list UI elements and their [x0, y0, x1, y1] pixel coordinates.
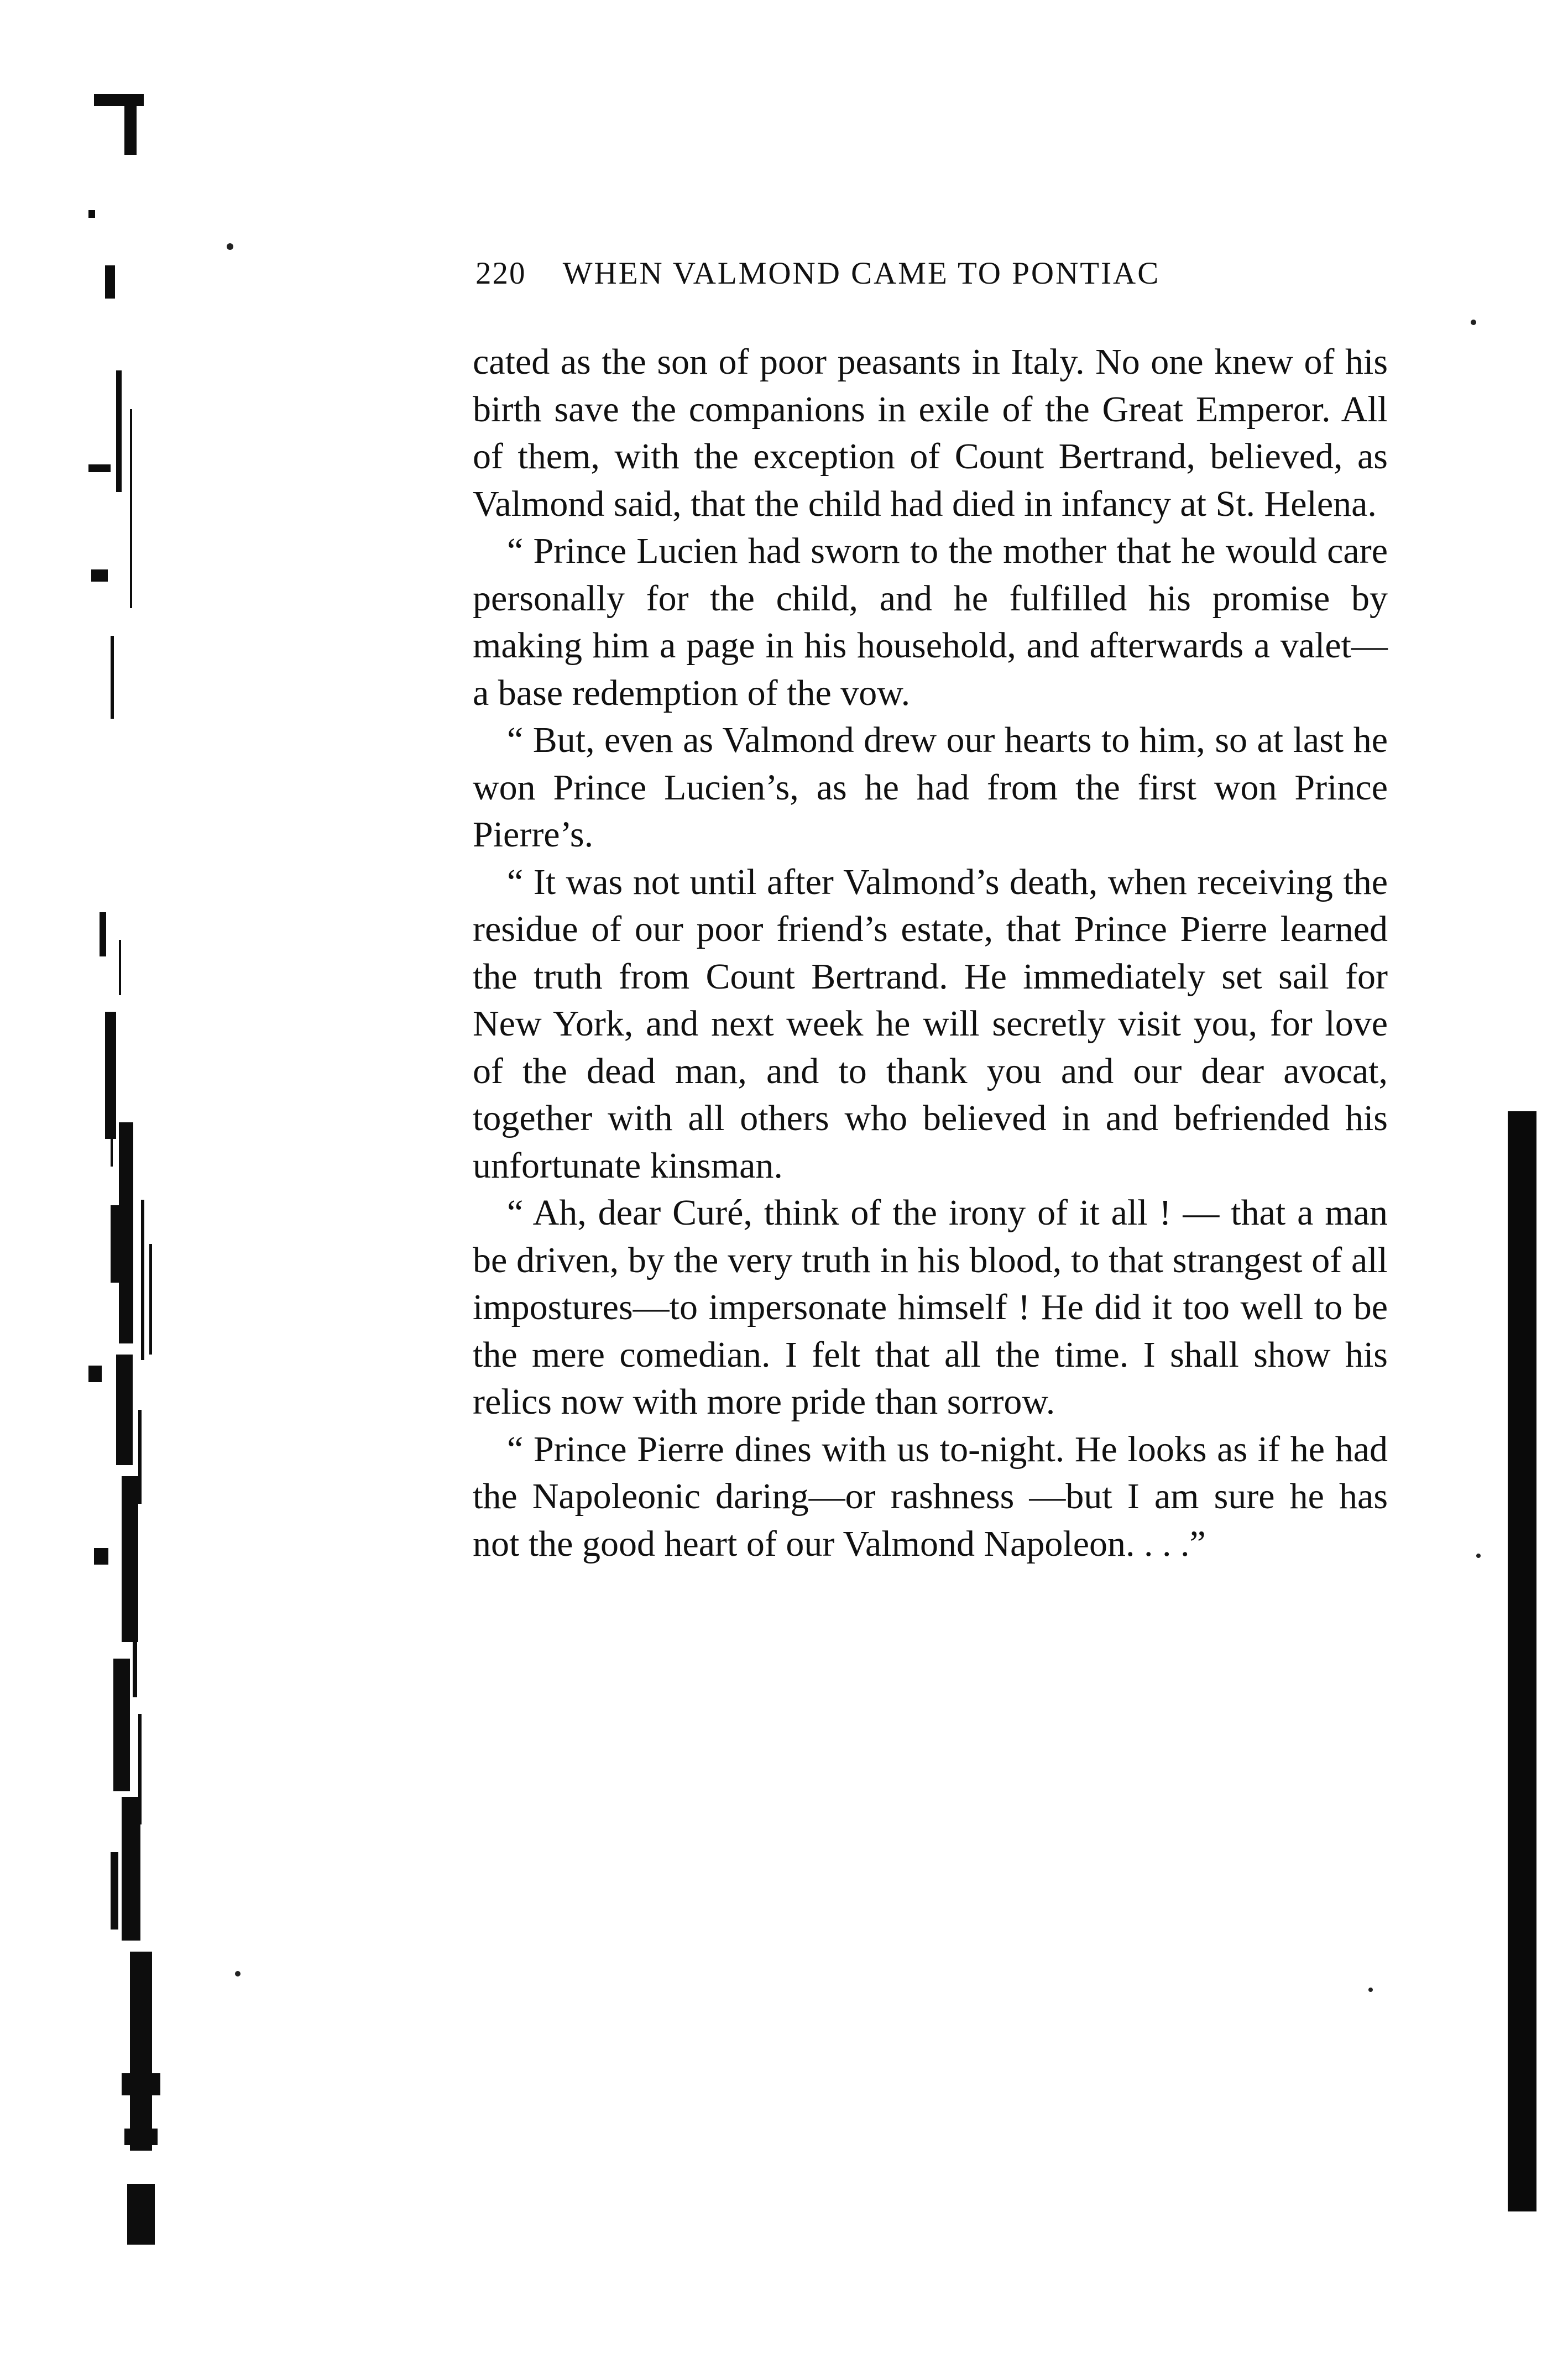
binding-gutter-artifact [77, 83, 199, 2294]
paragraph: “ Prince Lucien had sworn to the mother that he would care personally for the child, and he fulfilled his promise by making him a page in his household, and afterwards a valet—a base redemption of the vow. [473, 531, 1388, 713]
scan-speck [1471, 320, 1476, 325]
paragraph: cated as the son of poor peasants in Italy. No one knew of his birth save the companions in exile of the Great Emperor. All of them, with the exception of Count Bertrand, believed, as Valmond said, that the child had died in infancy at St. Helena. [473, 342, 1388, 524]
running-head [475, 255, 1426, 300]
paragraph: “ Ah, dear Curé, think of the irony of it all ! — that a man be driven, by the very truth in his blood, to that strangest of all impostures—to impersonate himself ! He did it too well to be the mere comedian. I felt that all the time. I shall show his relics now with more pride than sorrow. [473, 1193, 1388, 1422]
paragraph: “ It was not until after Valmond’s death, when receiving the residue of our poor friend’s estate, that Prince Pierre learned the truth from Count Bertrand. He immediately set sail for New York, and next week he will secretly visit you, for love of the dead man, and to thank you and our dear avocat, together with all others who believed in and befriended his unfortunate kinsman. [473, 861, 1388, 1186]
paragraph: “ But, even as Valmond drew our hearts to him, so at last he won Prince Lucien’s, as he had from the first won Prince Pierre’s. [473, 720, 1388, 855]
body-text [473, 338, 1388, 1567]
scan-speck [1476, 1554, 1481, 1558]
paragraph: “ Prince Pierre dines with us to-night. He looks as if he had the Napoleonic daring—or rashness —but I am sure he has not the good heart of our Valmond Napoleon. . . .” [473, 1429, 1388, 1564]
scan-speck [227, 243, 233, 250]
scan-speck [235, 1971, 241, 1976]
page-number: 220 [475, 256, 526, 291]
running-title: WHEN VALMOND CAME TO PONTIAC [562, 256, 1161, 291]
scan-edge-bar [1508, 1111, 1536, 2211]
scan-speck [1368, 1988, 1373, 1992]
